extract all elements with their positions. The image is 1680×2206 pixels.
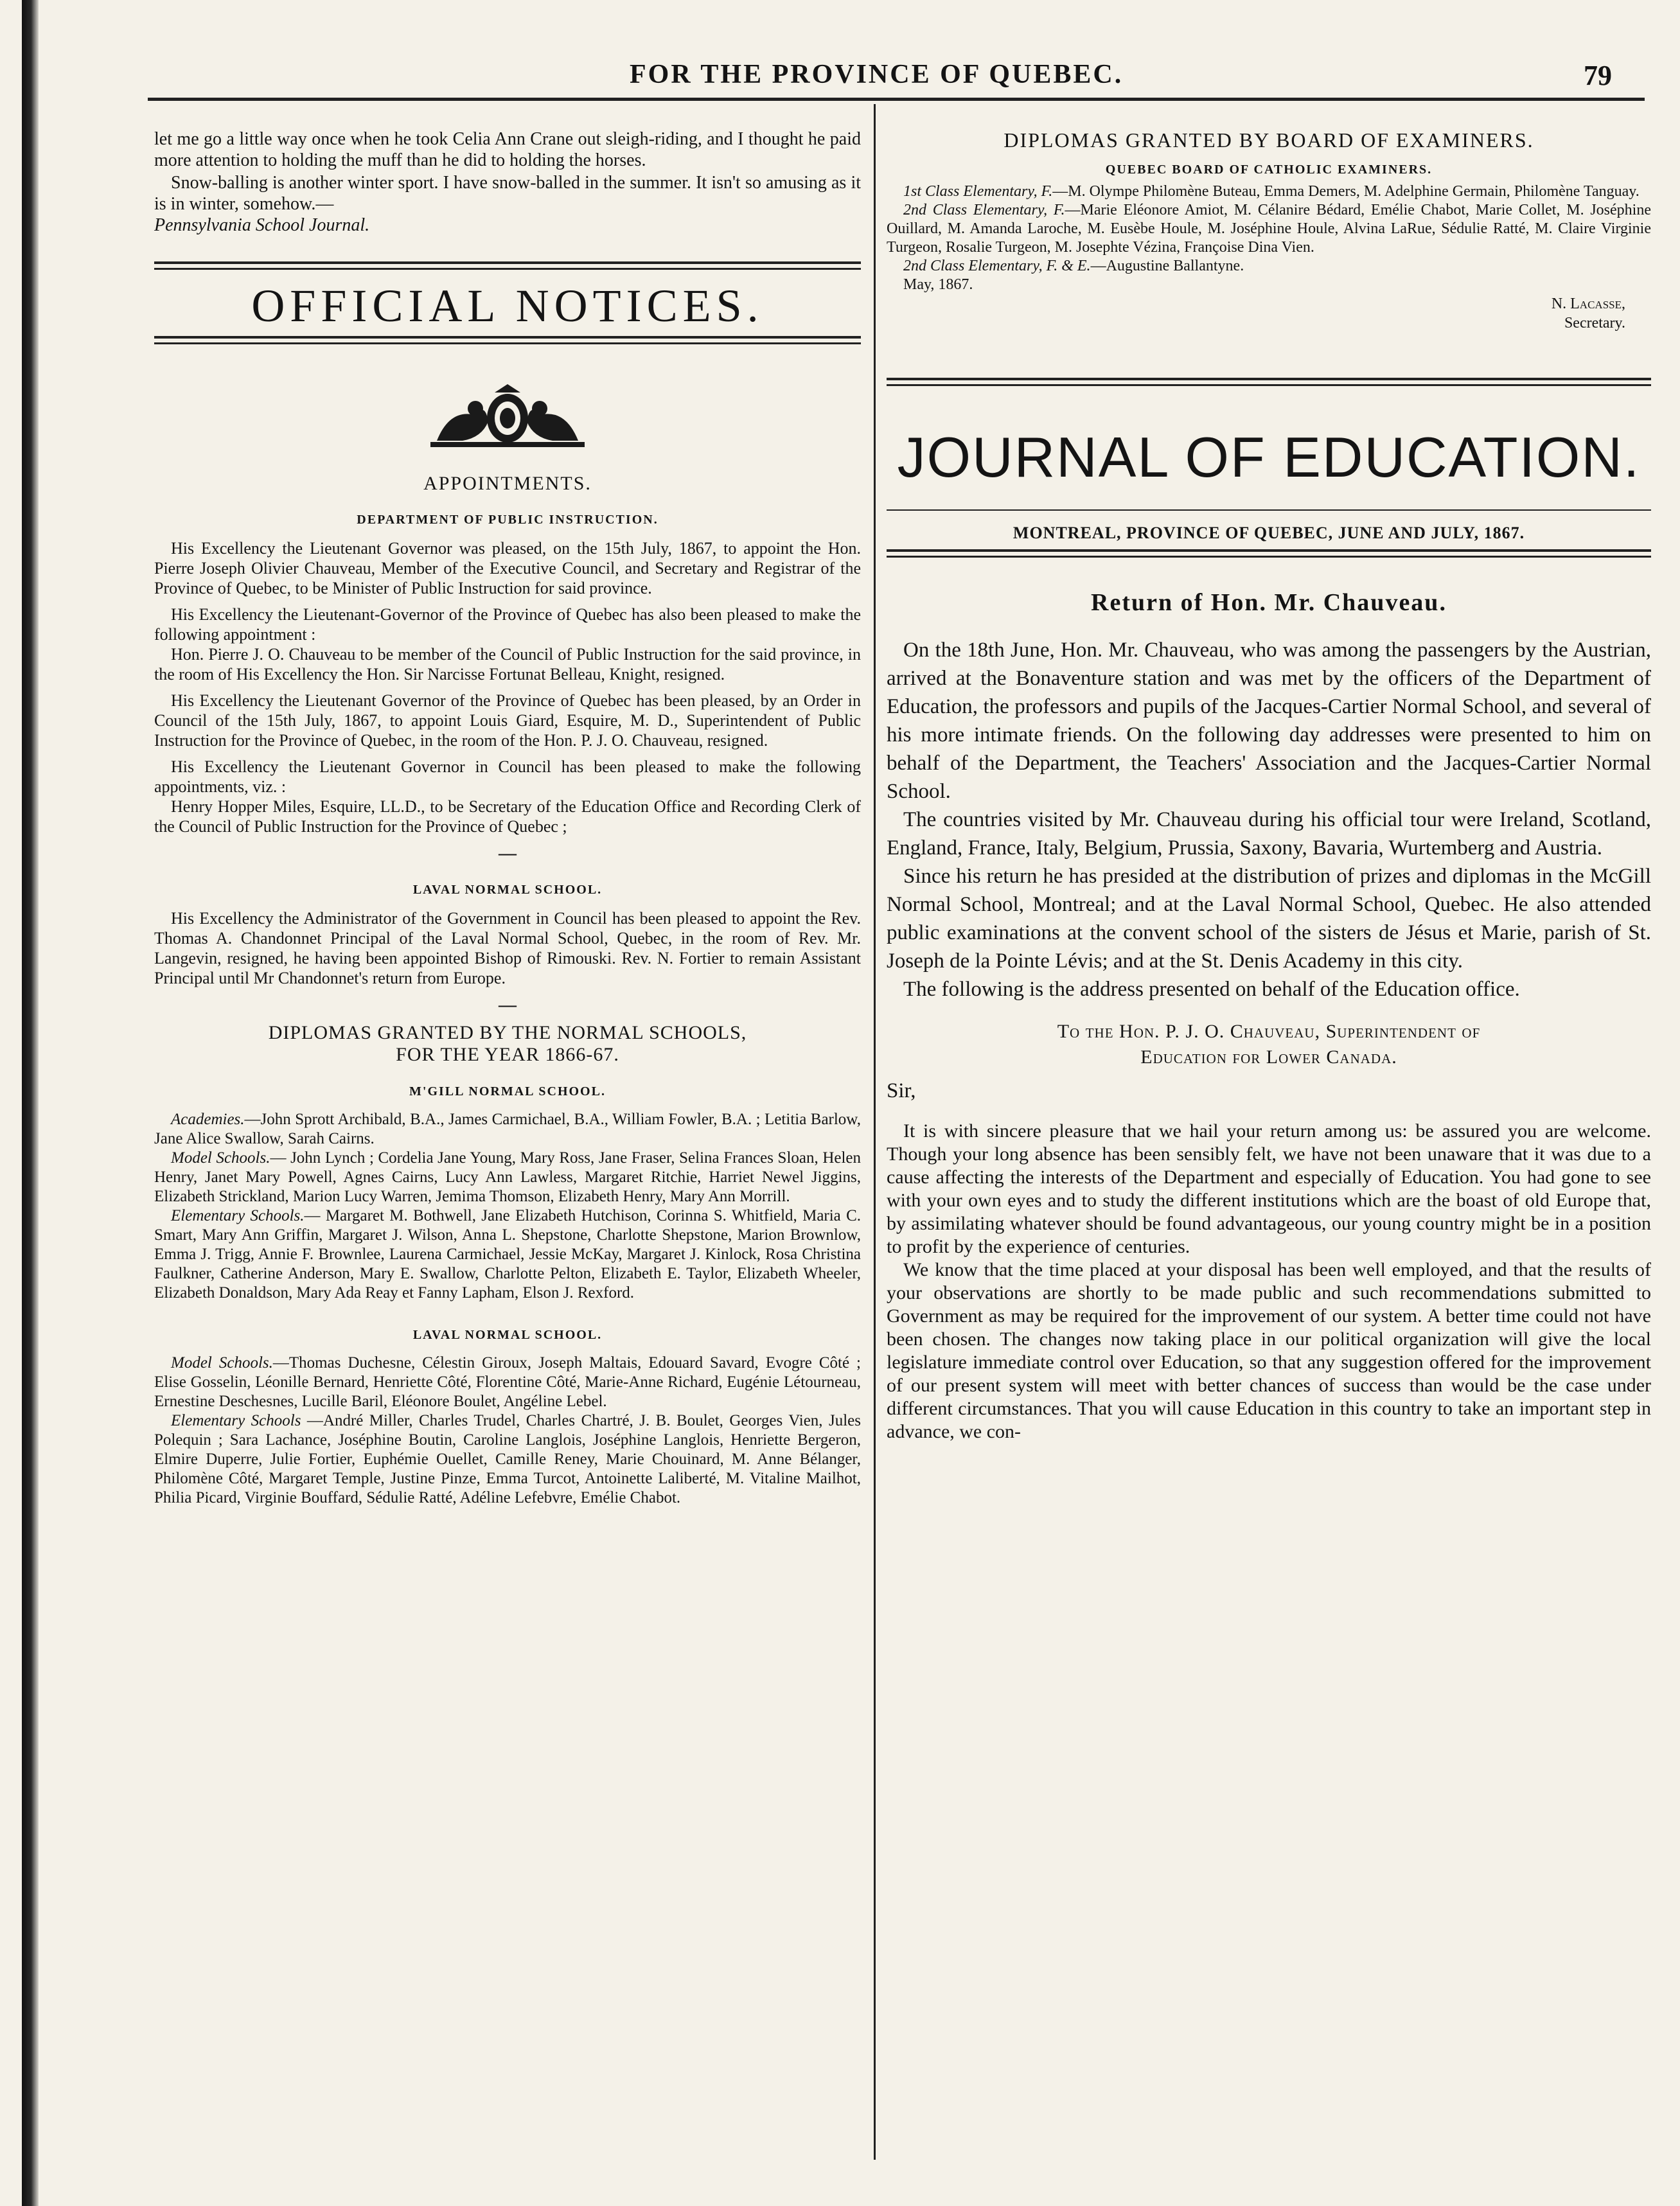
board-entry: 2nd Class Elementary, F.—Marie Eléonore Amiot, M. Célanire Bédard, Emélie Chabot, Marie Collet, M. Joséphine Ouillard, M. Amanda Laroche, M. Eusèbe Houle, M. Joséphine Houle, Alvina LaRue, Sédulie Ratté, M. Claire Virginie Turgeon, Rosalie Turgeon, M. Josephte Vézina, Françoise Dina Vien. — [887, 202, 1651, 256]
signature: N. Lacasse, Secretary. — [1551, 296, 1625, 331]
appointment-paragraph: Hon. Pierre J. O. Chauveau to be member of the Council of Public Instruction for the said province, in the room of His Excellency the Hon. Sir Narcisse Fortunat Belleau, Knight, resigned. — [154, 645, 861, 684]
intro-source: Pennsylvania School Journal. — [154, 215, 370, 235]
article-paragraph: The countries visited by Mr. Chauveau during his official tour were Ireland, Scotland, England, France, Italy, Belgium, Prussia, Saxony, Bavaria, Wurtemberg and Austria. — [887, 808, 1651, 860]
article-paragraph: The following is the address presented on behalf of the Education office. — [903, 978, 1520, 1001]
board-entry: 1st Class Elementary, F.—M. Olympe Philomène Buteau, Emma Demers, M. Adelphine Germain, Philomène Tanguay. — [903, 183, 1640, 200]
board-subheading: QUEBEC BOARD OF CATHOLIC EXAMINERS. — [1105, 163, 1433, 177]
intro-paragraph: let me go a little way once when he took Celia Ann Crane out sleigh-riding, and I thought he paid more attention to holding the muff than he did to holding the horses. — [154, 129, 861, 170]
salutation: Sir, — [887, 1079, 916, 1102]
mcgill-heading: M'GILL NORMAL SCHOOL. — [409, 1084, 606, 1099]
header-rule — [148, 98, 1645, 101]
article-paragraph: Since his return he has presided at the distribution of prizes and diplomas in the McGill Normal School, Montreal; and at the Laval Normal School, Quebec. He also attended public examinations at the convent school of the sisters de Jésus et Marie, parish of St. Joseph de la Pointe Lévis; and at the St. Denis Academy in this city. — [887, 865, 1651, 973]
dateline: MONTREAL, PROVINCE OF QUEBEC, JUNE AND JULY, 1867. — [1012, 524, 1525, 542]
address-paragraph: We know that the time placed at your disposal has been well employed, and that the results of your observations are shortly to be made public and such recommendations submitted to Government as may be required for the improvement of our system. A better time could not have been chosen. The changes now taking place in our political organization will give the local legislature immediate control over Education, so that any suggestion offered for the improvement of our present system will meet with better chances of success than would be the case under different circumstances. That you will cause Education in this country to take an important step in advance, we con- — [887, 1259, 1651, 1442]
appointment-paragraph: His Excellency the Lieutenant Governor was pleased, on the 15th July, 1867, to appoint the Hon. Pierre Joseph Olivier Chauveau, Member of the Executive Council, and Secretary and Registrar of the Province of Quebec, to be Minister of Public Instruction for said province. — [154, 539, 861, 597]
section-rule — [887, 378, 1651, 386]
appointment-paragraph: His Excellency the Lieutenant Governor in Council has been pleased to make the following appointments, viz. : — [154, 757, 861, 796]
section-rule — [154, 336, 861, 344]
laval-heading: LAVAL NORMAL SCHOOL. — [412, 883, 603, 897]
diploma-entry: Elementary Schools —André Miller, Charles Trudel, Charles Chartré, J. B. Boulet, Georges Vien, Jules Polequin ; Sara Lachance, Joséphine Boutin, Caroline Langlois, Joséphine Langlois, Henriette Bergeron, Elmire Duperre, Julie Fortier, Euphémie Ouellet, Camille Reney, Marie Chouinard, M. Anne Bélanger, Philomène Côté, Margaret Temple, Justine Pinze, Emma Turcot, Antoinette Laliberté, M. Vitaline Mailhot, Philia Picard, Virginie Bouffard, Sédulie Ratté, Adéline Lefebvre, Emélie Chabot. — [154, 1412, 861, 1506]
board-entry: 2nd Class Elementary, F. & E.—Augustine Ballantyne. — [903, 258, 1244, 274]
diplomas-heading: DIPLOMAS GRANTED BY THE NORMAL SCHOOLS, FOR THE YEAR 1866-67. — [268, 1022, 747, 1065]
coat-of-arms-icon — [424, 383, 591, 454]
appointment-paragraph: His Excellency the Lieutenant-Governor of the Province of Quebec has also been pleased to make the following appointment : — [154, 605, 861, 644]
diploma-entry: Elementary Schools.— Margaret M. Bothwell, Jane Elizabeth Hutchison, Corinna S. Whitfield, Maria C. Smart, Mary Ann Griffin, Margaret J. Wilson, Anna L. Shepstone, Charlotte Shepstone, Marion Brownlow, Emma J. Trigg, Annie F. Brownlee, Laurena Carmichael, Jessie McKay, Margaret J. Kinlock, Rosa Christina Faulkner, Catherine Anderson, Mary E. Swallow, Charlotte Pelton, Elizabeth E. Taylor, Elizabeth Wheeler, Elizabeth Donaldson, Mary Ada Reay et Fanny Lapham, Elson J. Rexford. — [154, 1207, 861, 1302]
article-paragraph: On the 18th June, Hon. Mr. Chauveau, who was among the passengers by the Austrian, arrived at the Bonaventure station and was met by the officers of the Department of Education, the professors and pupils of the Jacques-Cartier Normal School, and several of his more intimate friends. On the following day addresses were presented to him on behalf of the Department, the Teachers' Association and the Jacques-Cartier Normal School. — [887, 639, 1651, 803]
address-paragraph: It is with sincere pleasure that we hail your return among us: be assured you are welcome. Though your long absence has been sensibly felt, we have not been unaware that it was due to a cause affecting the interests of the Department and especially of Education. You had gone to see with your own eyes and to study the different institutions which are the boast of old Europe that, by assimilating whatever should be found advantageous, our young country might be in a position to profit by the experience of centuries. — [887, 1120, 1651, 1257]
laval-paragraph: His Excellency the Administrator of the Government in Council has been pleased to appoint the Rev. Thomas A. Chandonnet Principal of the Laval Normal School, Quebec, in the room of Rev. Mr. Langevin, resigned, he having been appointed Bishop of Rimouski. Rev. N. Fortier to remain Assistant Principal until Mr Chandonnet's return from Europe. — [154, 909, 861, 987]
intro-paragraph: Snow-balling is another winter sport. I have snow-balled in the summer. It isn't so amusing as it is in winter, somehow.— Pennsylvania School Journal. — [154, 173, 861, 235]
board-heading: DIPLOMAS GRANTED BY BOARD OF EXAMINERS. — [1004, 128, 1534, 152]
section-rule — [154, 261, 861, 270]
page-number: 79 — [1584, 60, 1612, 91]
appointment-paragraph: His Excellency the Lieutenant Governor of the Province of Quebec has been pleased, by an Order in Council of the 15th July, 1867, to appoint Louis Giard, Esquire, M. D., Superintendent of Public Instruction for the Province of Quebec, in the room of the Hon. P. J. O. Chauveau, resigned. — [154, 691, 861, 750]
right-column — [887, 128, 1651, 1443]
scan-edge-shadow — [22, 0, 39, 2206]
return-heading: Return of Hon. Mr. Chauveau. — [1091, 589, 1447, 616]
separator-dash: — — [499, 995, 517, 1015]
running-head: FOR THE PROVINCE OF QUEBEC. — [630, 60, 1124, 89]
department-heading: DEPARTMENT OF PUBLIC INSTRUCTION. — [357, 513, 659, 527]
column-divider — [874, 104, 876, 2160]
section-rule — [887, 509, 1651, 511]
journal-title: JOURNAL OF EDUCATION. — [897, 425, 1641, 489]
appointments-heading: APPOINTMENTS. — [423, 473, 592, 494]
address-heading: To the Hon. P. J. O. Chauveau, Superintendent of Education for Lower Canada. — [1057, 1021, 1481, 1068]
appointment-paragraph: Henry Hopper Miles, Esquire, LL.D., to be Secretary of the Education Office and Recording Clerk of the Council of Public Instruction for the Province of Quebec ; — [154, 797, 861, 836]
separator-dash: — — [499, 843, 517, 863]
official-notices-heading: OFFICIAL NOTICES. — [251, 280, 764, 331]
diploma-entry: Model Schools.—Thomas Duchesne, Célestin Giroux, Joseph Maltais, Edouard Savard, Evogre Côté ; Elise Gosselin, Léonille Bernard, Henriette Côté, Florentine Côté, Marie-Anne Richard, Eugénie Létourneau, Ernestine Deschesnes, Lucille Baril, Eléonore Boulet, Angéline Lebel. — [154, 1354, 862, 1410]
section-rule — [887, 549, 1651, 558]
diploma-entry: Model Schools.— John Lynch ; Cordelia Jane Young, Mary Ross, Jane Fraser, Selina Frances Sloan, Helen Henry, Janet Mary Powell, Agnes Cairns, Lucy Ann Lawless, Margaret Ritchie, Harriet Newel Jiggins, Elizabeth Strickland, Marion Lucy Warren, Jemima Thomson, Elizabeth Henry, Mary Ann Morrill. — [154, 1149, 862, 1205]
board-date: May, 1867. — [903, 276, 973, 293]
left-column — [154, 128, 861, 1508]
laval-heading: LAVAL NORMAL SCHOOL. — [412, 1328, 603, 1342]
diploma-entry: Academies.—John Sprott Archibald, B.A., James Carmichael, B.A., William Fowler, B.A. ; Letitia Barlow, Jane Alice Swallow, Sarah Cairns. — [154, 1111, 861, 1147]
